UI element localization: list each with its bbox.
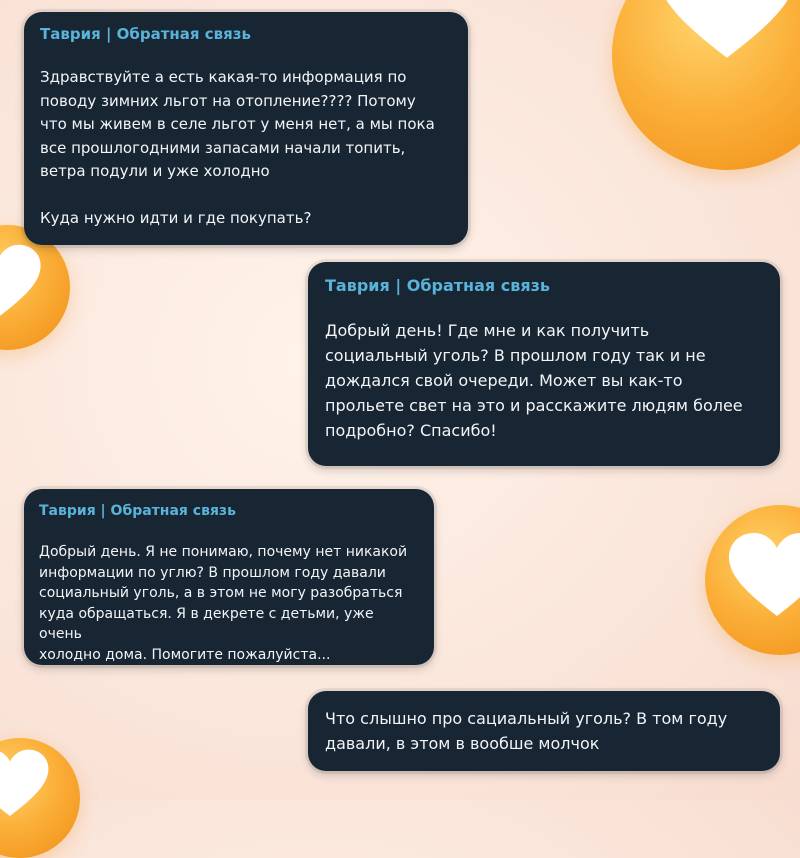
message-text: Что слышно про сациальный уголь? В том году давали, в этом в вообше молчок xyxy=(325,709,728,753)
heart-balloon-icon xyxy=(0,738,80,858)
heart-balloon-icon xyxy=(705,505,800,655)
heart-icon xyxy=(0,243,43,321)
heart-icon xyxy=(652,0,800,65)
message-text: Добрый день. Я не понимаю, почему нет никакой информации по углю? В прошлом году давали социальный уголь, а в этом не могу разобраться куда обращаться. Я в декрете с детьми, уже очень холодно дома. Помогите пожалуйста... xyxy=(39,544,408,663)
heart-balloon-icon xyxy=(612,0,800,170)
message-bubble[interactable] xyxy=(24,489,434,665)
message-bubble[interactable] xyxy=(308,262,780,466)
message-bubble[interactable] xyxy=(308,691,780,771)
message-bubble[interactable] xyxy=(24,12,468,245)
message-text: Добрый день! Где мне и как получить социальный уголь? В прошлом году так и не дождался свой очереди. Может вы как-то прольете свет на это и расскажите людям более подробно? Спасибо! xyxy=(325,321,743,440)
heart-icon xyxy=(727,531,800,621)
message-sender: Таврия | Обратная связь xyxy=(39,503,236,519)
message-sender: Таврия | Обратная связь xyxy=(325,276,551,295)
heart-icon xyxy=(0,748,50,820)
message-text: Здравствуйте а есть какая-то информация по поводу зимних льгот на отопление???? Потому что мы живем в селе льгот у меня нет, а мы пока все прошлогодними запасами начали топить, ветра подули и уже холодно Куда нужно идти и где покупать? xyxy=(40,68,435,227)
message-sender: Таврия | Обратная связь xyxy=(40,25,251,43)
